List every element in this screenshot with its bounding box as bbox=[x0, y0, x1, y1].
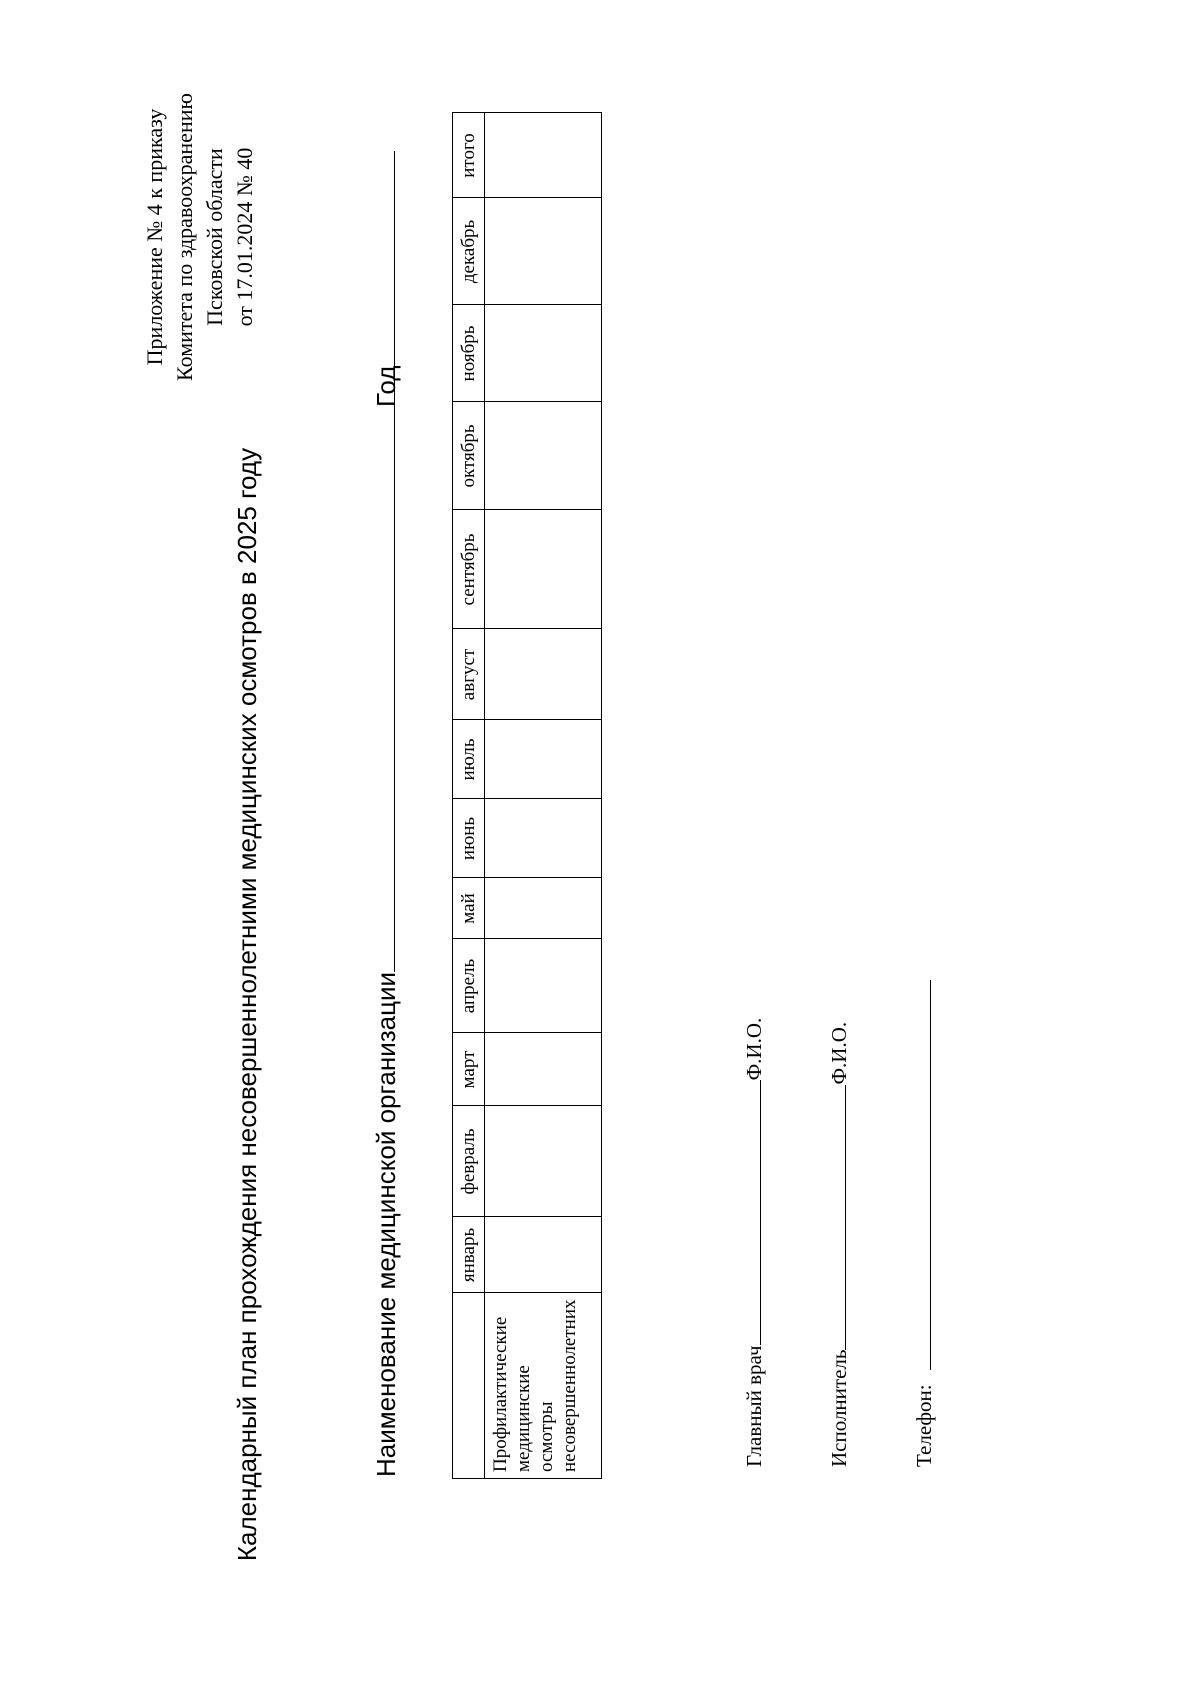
header-total: итого bbox=[453, 113, 485, 198]
executor-label: Исполнитель bbox=[827, 1349, 851, 1467]
chief-fio-label: Ф.И.О. bbox=[742, 1017, 766, 1081]
chief-doctor-signature bbox=[740, 1018, 767, 1467]
organization-field bbox=[370, 282, 402, 1477]
signature-line bbox=[740, 1080, 761, 1345]
table-cell[interactable] bbox=[485, 113, 602, 198]
header-month: январь bbox=[453, 1217, 485, 1293]
header-empty-cell bbox=[453, 1293, 485, 1479]
year-field bbox=[370, 151, 402, 407]
table-header-row bbox=[453, 113, 485, 1479]
plan-table bbox=[452, 112, 602, 1479]
appendix-line: Приложение № 4 к приказу bbox=[142, 108, 167, 366]
phone-label: Телефон: bbox=[912, 1384, 936, 1467]
table-cell[interactable] bbox=[485, 878, 602, 939]
chief-doctor-label: Главный врач bbox=[742, 1345, 766, 1467]
table-cell[interactable] bbox=[485, 799, 602, 878]
table-cell[interactable] bbox=[485, 720, 602, 799]
table-cell[interactable] bbox=[485, 1033, 602, 1106]
phone-field bbox=[910, 980, 937, 1467]
row-label-line: несовершеннолетних bbox=[559, 1299, 580, 1472]
header-month: июнь bbox=[453, 799, 485, 878]
row-label bbox=[485, 1293, 602, 1479]
row-label-line: осмотры bbox=[536, 1401, 557, 1472]
executor-signature bbox=[825, 1022, 852, 1467]
table-cell[interactable] bbox=[485, 939, 602, 1033]
header-month: май bbox=[453, 878, 485, 939]
header-month: ноябрь bbox=[453, 305, 485, 402]
signature-line bbox=[825, 1085, 846, 1350]
table-cell[interactable] bbox=[485, 629, 602, 720]
table-row bbox=[485, 113, 602, 1479]
table-cell[interactable] bbox=[485, 1217, 602, 1293]
year-blank-line bbox=[370, 151, 395, 366]
table-cell[interactable] bbox=[485, 305, 602, 402]
table-cell[interactable] bbox=[485, 1106, 602, 1217]
row-label-line: медицинские bbox=[513, 1365, 534, 1472]
header-month: август bbox=[453, 629, 485, 720]
header-month: декабрь bbox=[453, 198, 485, 305]
header-month: февраль bbox=[453, 1106, 485, 1217]
phone-line bbox=[910, 980, 931, 1370]
row-label-line: Профилактические bbox=[490, 1316, 511, 1472]
appendix-line: от 17.01.2024 № 40 bbox=[232, 147, 257, 327]
header-month: март bbox=[453, 1033, 485, 1106]
header-month: апрель bbox=[453, 939, 485, 1033]
header-month: сентябрь bbox=[453, 510, 485, 629]
table-cell[interactable] bbox=[485, 510, 602, 629]
document-title: Календарный план прохождения несовершеннолетними медицинских осмотров в 2025 году bbox=[232, 447, 262, 1562]
appendix-line: Комитета по здравоохранению bbox=[172, 93, 197, 381]
header-month: октябрь bbox=[453, 402, 485, 510]
year-label: Год bbox=[371, 365, 401, 407]
table-cell[interactable] bbox=[485, 198, 602, 305]
header-month: июль bbox=[453, 720, 485, 799]
table-cell[interactable] bbox=[485, 402, 602, 510]
organization-label: Наименование медицинской организации bbox=[371, 971, 401, 1477]
executor-fio-label: Ф.И.О. bbox=[827, 1021, 851, 1085]
appendix-line: Псковской области bbox=[202, 148, 227, 326]
